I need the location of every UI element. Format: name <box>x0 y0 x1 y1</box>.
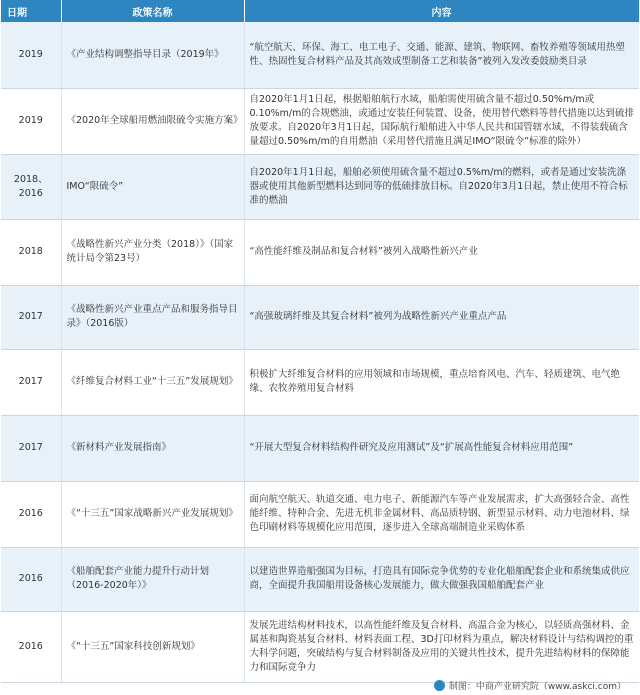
row-date: 2017 <box>1 415 61 481</box>
table-row <box>1 481 639 547</box>
row-content: 以建造世界造船强国为目标，打造具有国际竞争优势的专业化船舶配套企业和系统集成供应商，全面提升我国船用设备核心发展能力，做大做强我国船舶配套产业 <box>244 547 639 611</box>
row-name: 《2020年全球船用燃油限硫令实施方案》 <box>61 88 244 154</box>
row-date: 2018、2016 <box>1 154 61 219</box>
table-row <box>1 88 639 154</box>
table-row <box>1 547 639 611</box>
row-date: 2016 <box>1 481 61 547</box>
row-date: 2017 <box>1 285 61 349</box>
row-content: “开展大型复合材料结构件研究及应用测试”及“扩展高性能复合材料应用范围” <box>244 415 639 481</box>
header-name: 政策名称 <box>61 0 244 22</box>
row-date: 2018 <box>1 219 61 285</box>
row-name: 《“十三五”国家科技创新规划》 <box>61 611 244 682</box>
row-content: 面向航空航天、轨道交通、电力电子、新能源汽车等产业发展需求，扩大高强轻合金、高性能纤维、特种合金、先进无机非金属材料、高品质特钢、新型显示材料、动力电池材料、绿色印刷材料等规模化应用范围，逐步进入全球高端制造业采购体系 <box>244 481 639 547</box>
header-content: 内容 <box>244 0 639 22</box>
row-name: 《产业结构调整指导目录（2019年》 <box>61 22 244 88</box>
row-content: 发展先进结构材料技术，以高性能纤维及复合材料、高温合金为核心，以轻质高强材料、金属基和陶瓷基复合材料、材料表面工程、3D打印材料为重点，解决材料设计与结构调控的重大科学问题，突破结构与复合材料制备及应用的关键共性技术，提升先进结构材料的保障能力和国际竞争力 <box>244 611 639 682</box>
row-content: “高性能纤维及制品和复合材料”被列入战略性新兴产业 <box>244 219 639 285</box>
row-name: 《战略性新兴产业重点产品和服务指导目录》（2016版） <box>61 285 244 349</box>
row-name: 《“十三五”国家战略新兴产业发展规划》 <box>61 481 244 547</box>
table-row <box>1 154 639 219</box>
table-header <box>1 0 639 22</box>
row-content: 自2020年1月1日起，根据船舶航行水域，船舶需使用硫含量不超过0.50%m/m或0.10%m/m的合规燃油，或通过安装任何装置、设备，使用替代燃料等替代措施以达到硫排放要求。自2020年3月1日起，国际航行船舶进入中华人民共和国管辖水域，不得装载硫含量超过0.50%m/m的自用燃油（采用替代措施且满足IMO“限硫令”标准的除外） <box>244 88 639 154</box>
row-date: 2019 <box>1 88 61 154</box>
policy-table <box>1 0 640 683</box>
row-content: “高强玻璃纤维及其复合材料”被列为战略性新兴产业重点产品 <box>244 285 639 349</box>
row-date: 2019 <box>1 22 61 88</box>
table-row <box>1 415 639 481</box>
row-name: 《船舶配套产业能力提升行动计划（2016-2020年）》 <box>61 547 244 611</box>
row-name: 《新材料产业发展指南》 <box>61 415 244 481</box>
table-row <box>1 22 639 88</box>
table-row <box>1 611 639 682</box>
table-row <box>1 349 639 415</box>
header-date: 日期 <box>1 0 61 22</box>
row-date: 2016 <box>1 611 61 682</box>
table-row <box>1 285 639 349</box>
row-name: 《战略性新兴产业分类（2018）》（国家统计局令第23号） <box>61 219 244 285</box>
row-name: 《纤维复合材料工业“十三五”发展规划》 <box>61 349 244 415</box>
table-row <box>1 219 639 285</box>
row-date: 2017 <box>1 349 61 415</box>
row-name: IMO“限硫令” <box>61 154 244 219</box>
row-content: 自2020年1月1日起，船舶必须使用硫含量不超过0.5%m/m的燃料，或者是通过安装洗涤器或使用其他新型燃料达到同等的低硫排放目标。自2020年3月1日起，禁止使用不符合标准的燃油 <box>244 154 639 219</box>
row-date: 2016 <box>1 547 61 611</box>
row-content: “航空航天、环保、海工、电工电子、交通、能源、建筑、物联网、畜牧养殖等领域用热塑性、热固性复合材料产品及其高效成型制备工艺和装备”被列入发改委鼓励类目录 <box>244 22 639 88</box>
source-footer <box>434 679 626 692</box>
logo-icon <box>434 680 445 691</box>
table-body <box>1 22 639 682</box>
row-content: 积极扩大纤维复合材料的应用领域和市场规模，重点培育风电、汽车、轻质建筑、电气绝缘、农牧养殖用复合材料 <box>244 349 639 415</box>
source-text: 制图：中商产业研究院（www.askci.com） <box>448 682 626 692</box>
